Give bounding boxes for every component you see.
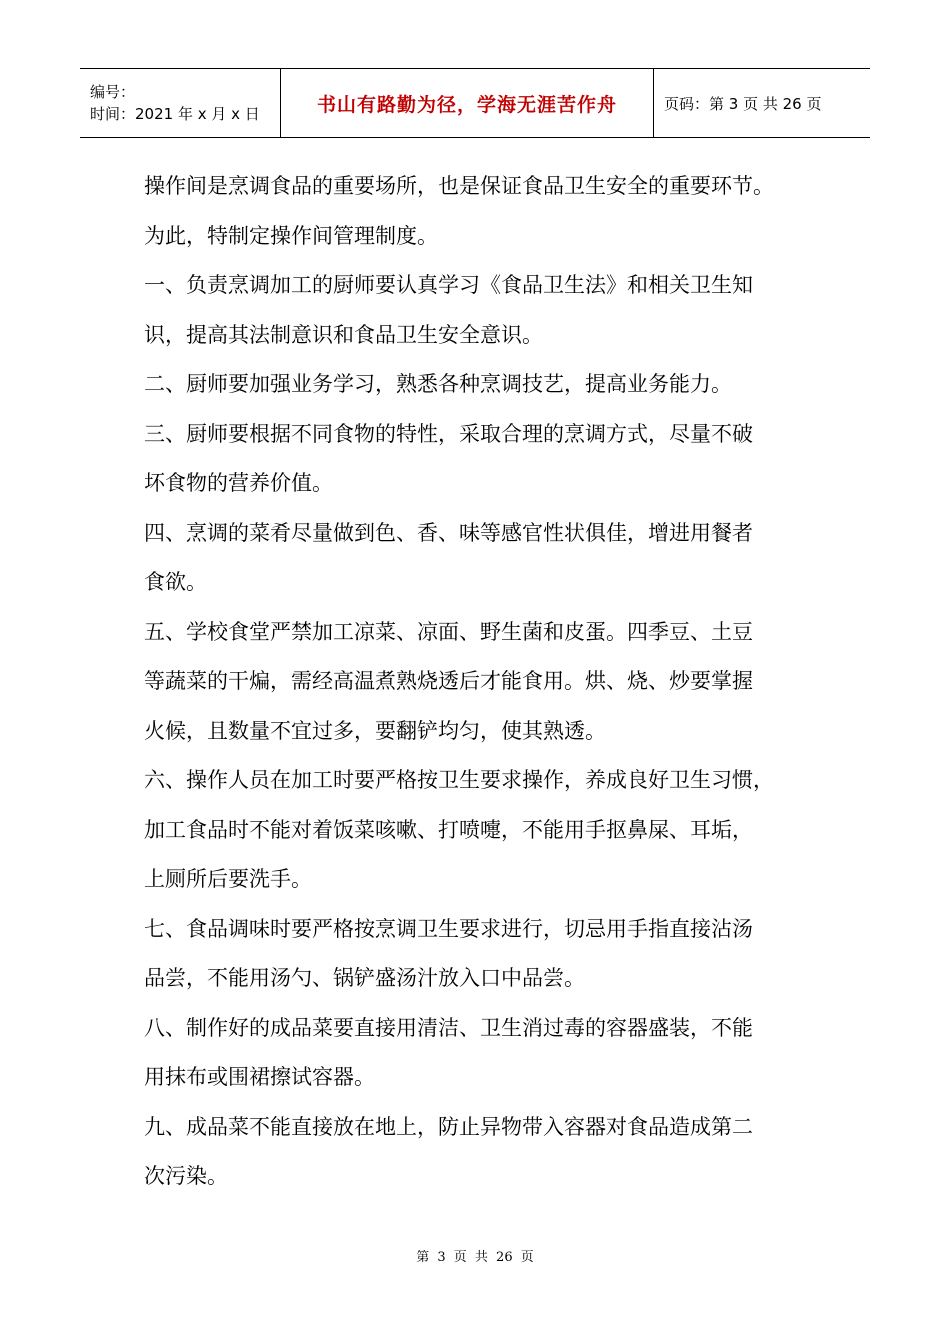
body-line: 识，提高其法制意识和食品卫生安全意识。 [144, 322, 543, 347]
body-line: 次污染。 [144, 1164, 228, 1188]
header-page-cell [654, 69, 870, 137]
body-line: 等蔬菜的干煸，需经高温煮熟烧透后才能食用。烘、烧、炒要掌握 [144, 669, 753, 693]
body-line: 七、食品调味时要严格按烹调卫生要求进行，切忌用手指直接沾汤 [144, 916, 753, 941]
body-line: 操作间是烹调食品的重要场所，也是保证食品卫生安全的重要环节。 [144, 174, 774, 198]
body-line: 食欲。 [144, 570, 207, 594]
body-line: 品尝，不能用汤勺、锅铲盛汤汁放入口中品尝。 [144, 966, 585, 990]
body-line: 二、厨师要加强业务学习，熟悉各种烹调技艺，提高业务能力。 [144, 372, 732, 396]
body-line: 一、负责烹调加工的厨师要认真学习《食品卫生法》和相关卫生知 [144, 273, 753, 297]
body-line: 五、学校食堂严禁加工凉菜、凉面、野生菌和皮蛋。四季豆、土豆 [144, 619, 753, 644]
body-line: 四、烹调的菜肴尽量做到色、香、味等感官性状俱佳，增进用餐者 [144, 520, 753, 545]
document-body [144, 162, 844, 1202]
body-line: 为此，特制定操作间管理制度。 [144, 223, 438, 248]
header-page-info: 页码：第 3 页 共 26 页 [664, 94, 822, 113]
header-meta-cell [80, 69, 281, 137]
document-number-label: 编号： [90, 83, 136, 101]
body-line: 火候，且数量不宜过多，要翻铲均匀，使其熟透。 [144, 718, 606, 743]
page-footer [0, 1246, 950, 1265]
header-motto: 书山有路勤为径，学海无涯苦作舟 [316, 93, 617, 116]
body-line: 八、制作好的成品菜要直接用清洁、卫生消过毒的容器盛装，不能 [144, 1015, 753, 1040]
header-motto-cell [281, 69, 654, 137]
body-line: 九、成品菜不能直接放在地上，防止异物带入容器对食品造成第二 [144, 1114, 753, 1139]
body-line: 上厕所后要洗手。 [144, 867, 312, 891]
body-line: 加工食品时不能对着饭菜咳嗽、打喷嚏，不能用手抠鼻屎、耳垢， [144, 817, 753, 842]
footer-page-number: 第 3 页 共 26 页 [416, 1250, 534, 1265]
body-line: 六、操作人员在加工时要严格按卫生要求操作，养成良好卫生习惯， [144, 768, 774, 792]
document-date: 时间：2021 年 x 月 x 日 [90, 105, 260, 123]
body-line: 三、厨师要根据不同食物的特性，采取合理的烹调方式，尽量不破 [144, 421, 753, 446]
body-line: 用抹布或围裙擦试容器。 [144, 1065, 375, 1089]
body-line: 坏食物的营养价值。 [144, 471, 333, 495]
page-header [80, 68, 870, 138]
